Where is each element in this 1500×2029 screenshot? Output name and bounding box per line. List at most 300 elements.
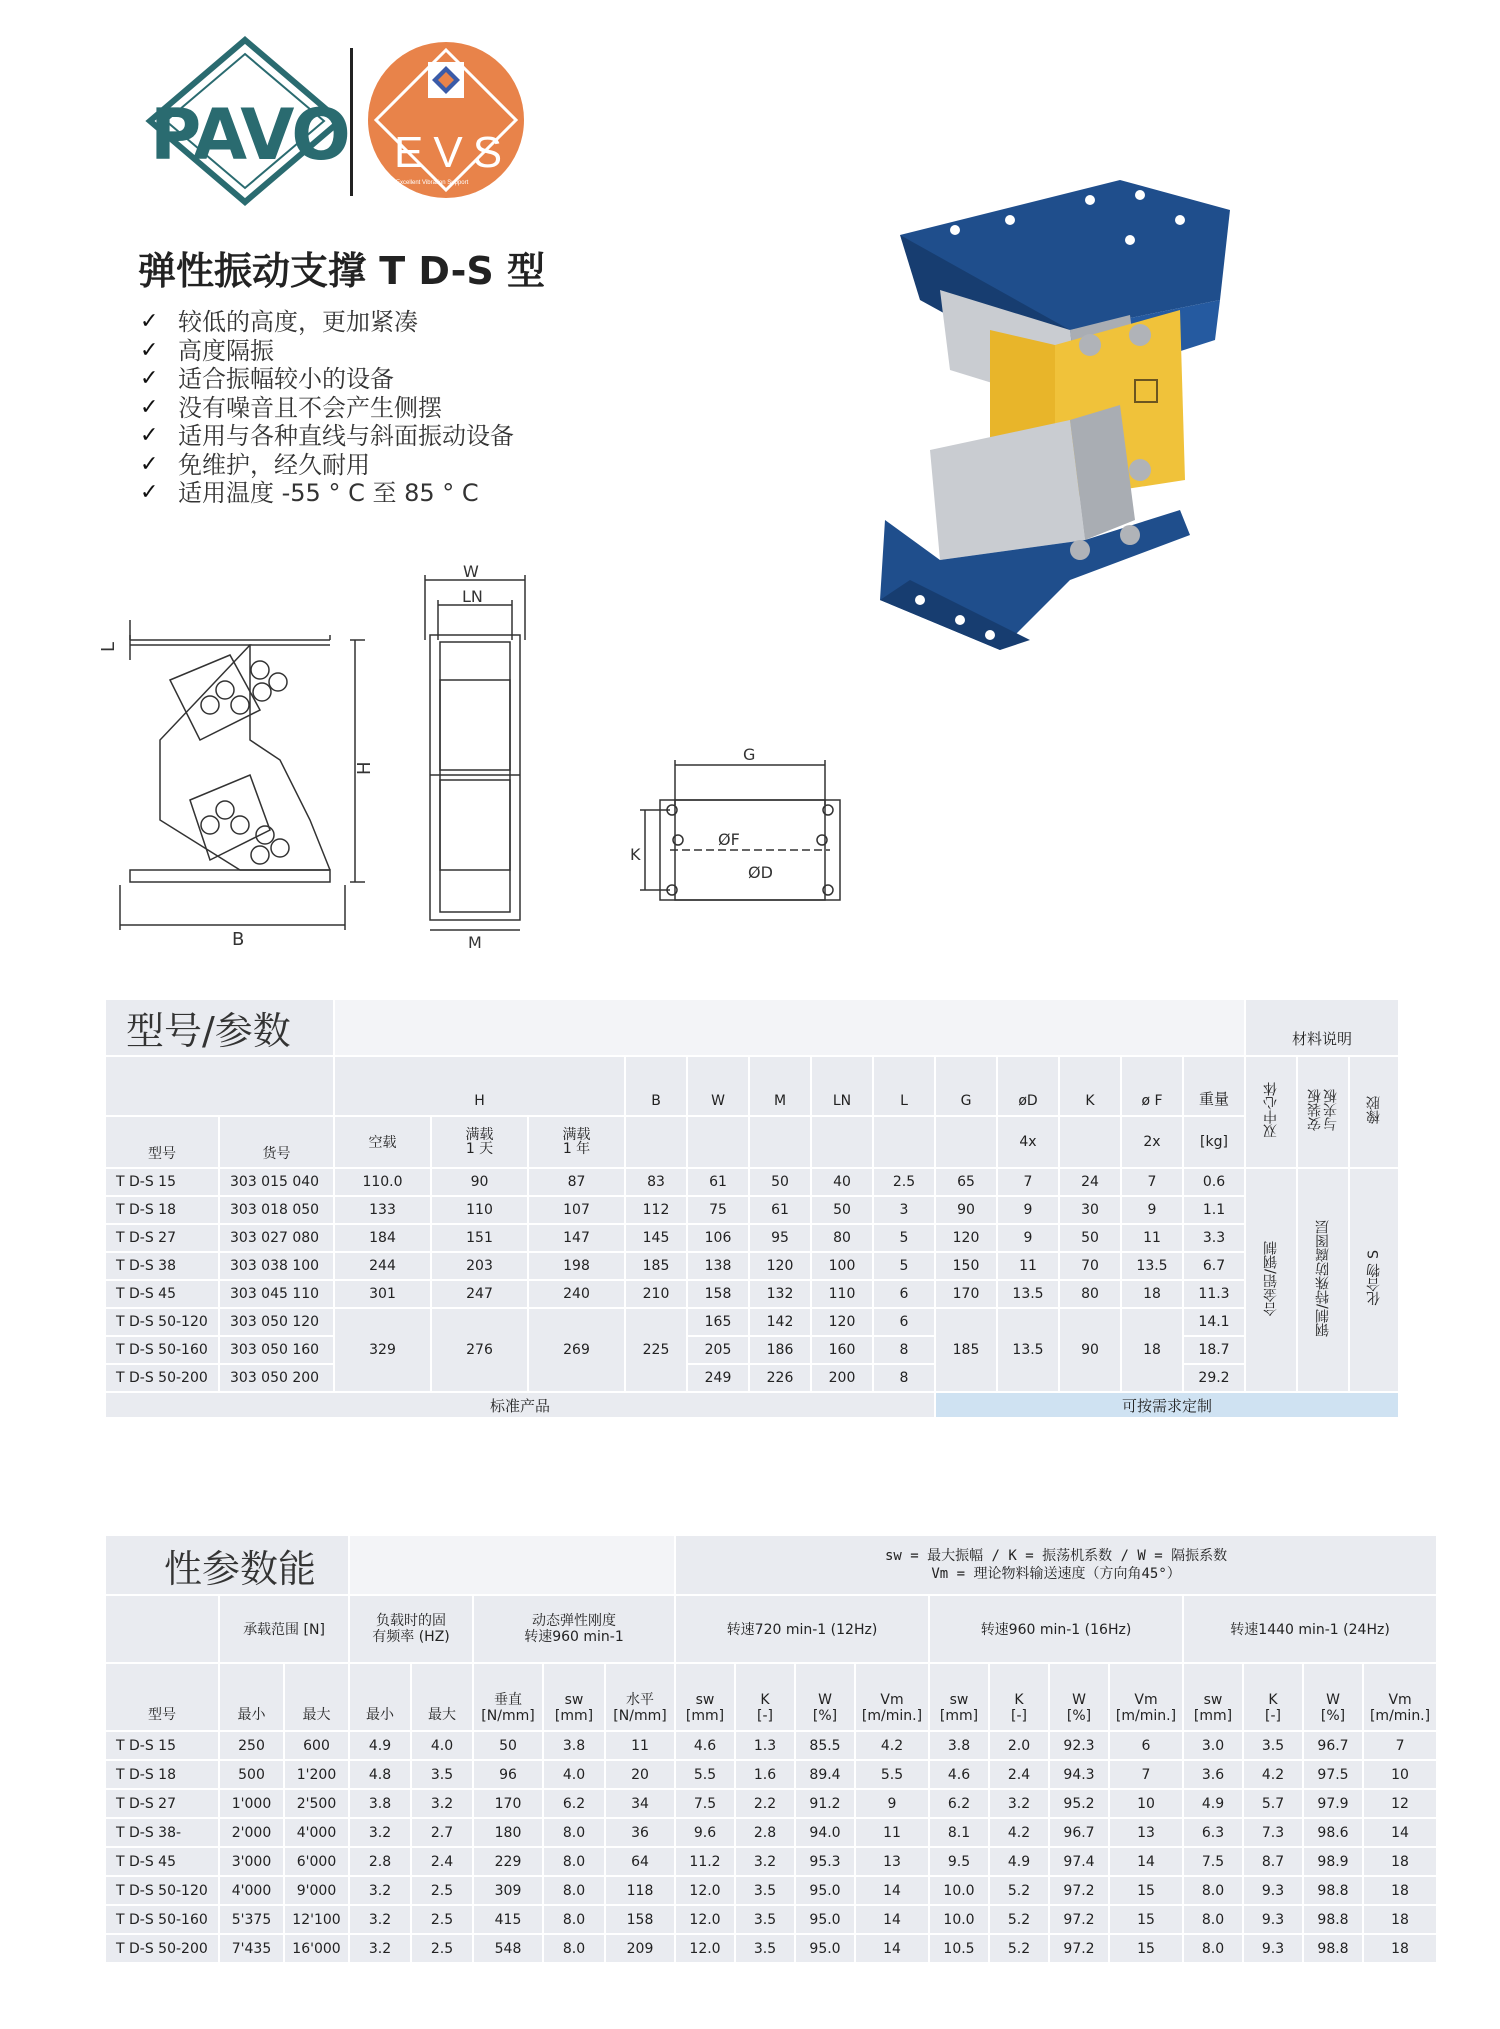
- spec-table-body: [106, 1169, 1398, 1391]
- table-cell: 40: [812, 1169, 872, 1195]
- table-cell: 4.0: [412, 1732, 472, 1759]
- table-cell: 6: [874, 1309, 934, 1335]
- dim-label-K: K: [630, 845, 641, 864]
- table-cell: 301: [335, 1281, 430, 1307]
- table-cell: T D-S 50-200: [106, 1365, 218, 1391]
- table-cell: 9.6: [676, 1819, 734, 1846]
- table-cell: T D-S 27: [106, 1790, 218, 1817]
- table-cell: 276: [432, 1309, 527, 1391]
- table-cell: 165: [688, 1309, 748, 1335]
- table-cell: 90: [432, 1169, 527, 1195]
- table-cell: 11: [606, 1732, 674, 1759]
- table-row: [106, 1732, 1436, 1759]
- table-cell: 95.0: [796, 1877, 854, 1904]
- table-cell: 3.2: [350, 1935, 410, 1962]
- table-cell: 95.0: [796, 1935, 854, 1962]
- table-cell: 250: [220, 1732, 283, 1759]
- table-cell: 4.0: [544, 1761, 604, 1788]
- table-cell: 2.5: [412, 1906, 472, 1933]
- footer-custom: 可按需求定制: [936, 1393, 1398, 1417]
- table-cell: 2.4: [412, 1848, 472, 1875]
- dim-label-LN: LN: [462, 587, 483, 606]
- table-cell: 13.5: [1122, 1253, 1182, 1279]
- table-cell: 8.0: [544, 1848, 604, 1875]
- table-cell: 10: [1364, 1761, 1436, 1788]
- table-cell: 1.6: [736, 1761, 794, 1788]
- table-cell: 29.2: [1184, 1365, 1244, 1391]
- table-cell: 91.2: [796, 1790, 854, 1817]
- table-cell: 7.5: [1184, 1848, 1242, 1875]
- table-cell: 2.7: [412, 1819, 472, 1846]
- table-cell: 9'000: [285, 1877, 348, 1904]
- table-cell: 3.2: [350, 1906, 410, 1933]
- table-cell: 7'435: [220, 1935, 283, 1962]
- performance-table: 性参数能 sw = 最大振幅 / K = 振荡机系数 / W = 隔振系数 Vm = 理论物料输送速度（方向角45°） 承载范围 [N] 负载时的固 有频率 (HZ) 动态弹性刚度 转速960 min-1 转速720 min-1 (12Hz) 转速960 min-1 (16Hz) 转速1440 min-1 (24Hz) 型号 最小 最大 最小 最大 垂直 [N/mm] sw [mm] 水平 [N/mm] sw [mm] K [-] W [%] Vm [m/min.] sw [mm] K [-] W [%] Vm [m/min.] sw [mm] K [-] W [%] Vm [m/min.] T D-S 15 250 600 4.9 4.0 50 3.8 11 4.6 1.3 85.5 4.2 3.8 2.0 92.3 6 3.0 3.5 96.7 7 T D-S 18 500 1'200 4.8 3.5 96 4.0 20 5.5 1.6 89.4 5.5 4.6 2.4 94.3 7 3.6 4.2 97.5 10 T D-S 27 1'000 2'500 3.8 3.2 170 6.2 34 7.5 2.2 91.2 9 6.2 3.2 95.2 10 4.9 5.7 97.9 12 T D-S 38- 2'000 4'000 3.2 2.7 180 8.0 36 9.6 2.8 94.0 11 8.1 4.2 96.7 13 6.3 7.3 98.6 14 T D-S 45 3'000 6'000 2.8 2.4 229 8.0 64 11.2 3.2 95.3 13 9.5 4.9 97.4 14 7.5 8.7 98.9 18 T D-S 50-120 4'000 9'000 3.2 2.5 309 8.0 118 12.0 3.5 95.0 14 10.0 5.2 97.2 15 8.0 9.3 98.8 18 T D-S 50-160 5'375 12'100 3.2 2.5 415 8.0 158 12.0 3.5 95.0 14 10.0 5.2 97.2 15 8.0 9.3 98.8 18 T D-S 50-200 7'435 16'000 3.2 2.5 548 8.0 209 12.0 3.5 95.0 14 10.5 5.2 97.2 15 8.0 9.3 98.8 18: [104, 1534, 1400, 1964]
- perf-notes: sw = 最大振幅 / K = 振荡机系数 / W = 隔振系数 Vm = 理论物料输送速度（方向角45°）: [676, 1536, 1436, 1594]
- table-row: [106, 1253, 1398, 1279]
- table-cell: 186: [750, 1337, 810, 1363]
- table-cell: 98.9: [1304, 1848, 1362, 1875]
- table-cell: 18: [1364, 1935, 1436, 1962]
- table-cell: 8.0: [544, 1877, 604, 1904]
- perf-subheader: K [-]: [990, 1664, 1048, 1730]
- table-cell: 7: [1122, 1169, 1182, 1195]
- perf-subheader: W [%]: [1304, 1664, 1362, 1730]
- table-cell: 0.6: [1184, 1169, 1244, 1195]
- table-cell: 200: [812, 1365, 872, 1391]
- table-cell: 244: [335, 1253, 430, 1279]
- table-cell: 142: [750, 1309, 810, 1335]
- table-cell: T D-S 38: [106, 1253, 218, 1279]
- logo-divider: [350, 48, 353, 196]
- evs-subtitle: Excellent Vibration Support: [396, 180, 469, 186]
- table-cell: 9: [1122, 1197, 1182, 1223]
- table-cell: 65: [936, 1169, 996, 1195]
- feature-list: [140, 308, 514, 508]
- table-cell: 150: [936, 1253, 996, 1279]
- table-row: [106, 1761, 1436, 1788]
- table-cell: 5'375: [220, 1906, 283, 1933]
- table-row: [106, 1337, 1398, 1363]
- table-row: [106, 1877, 1436, 1904]
- table-cell: 2.4: [990, 1761, 1048, 1788]
- table-cell: 1'000: [220, 1790, 283, 1817]
- table-cell: T D-S 45: [106, 1281, 218, 1307]
- table-cell: 85.5: [796, 1732, 854, 1759]
- table-cell: 20: [606, 1761, 674, 1788]
- table-cell: 158: [606, 1906, 674, 1933]
- check-icon: ✓: [140, 480, 159, 505]
- table-row: [106, 1935, 1436, 1962]
- table-cell: 97.2: [1050, 1935, 1108, 1962]
- check-icon: ✓: [140, 337, 159, 363]
- table-cell: 3.0: [1184, 1732, 1242, 1759]
- table-cell: 18.7: [1184, 1337, 1244, 1363]
- table-cell: 3.2: [990, 1790, 1048, 1817]
- table-cell: 13.5: [998, 1309, 1058, 1391]
- table-cell: 97.4: [1050, 1848, 1108, 1875]
- table-cell: 61: [750, 1197, 810, 1223]
- table-cell: 96.7: [1304, 1732, 1362, 1759]
- table-cell: 269: [529, 1309, 624, 1391]
- table-cell: 7.5: [676, 1790, 734, 1817]
- table-cell: 89.4: [796, 1761, 854, 1788]
- table-cell: 97.9: [1304, 1790, 1362, 1817]
- table-cell: 14: [856, 1877, 928, 1904]
- table-cell: 180: [474, 1819, 542, 1846]
- table-cell: 249: [688, 1365, 748, 1391]
- table-cell: 3'000: [220, 1848, 283, 1875]
- table-cell: 4.2: [856, 1732, 928, 1759]
- table-cell: 100: [812, 1253, 872, 1279]
- table-cell: 2.2: [736, 1790, 794, 1817]
- table-cell: 9.3: [1244, 1935, 1302, 1962]
- table-cell: 11: [998, 1253, 1058, 1279]
- logo-area: [140, 36, 540, 206]
- table-cell: 3.3: [1184, 1225, 1244, 1251]
- table-cell: 1'200: [285, 1761, 348, 1788]
- table-cell: 8.0: [544, 1906, 604, 1933]
- table-cell: 11.2: [676, 1848, 734, 1875]
- dim-label-L: L: [98, 641, 119, 652]
- perf-subheader: sw [mm]: [676, 1664, 734, 1730]
- table-cell: 110.0: [335, 1169, 430, 1195]
- table-cell: 303 050 120: [220, 1309, 333, 1335]
- table-cell: 158: [688, 1281, 748, 1307]
- table-cell: 13: [1110, 1819, 1182, 1846]
- table-cell: 2'500: [285, 1790, 348, 1817]
- table-cell: 4'000: [285, 1819, 348, 1846]
- table-cell: 8.0: [1184, 1906, 1242, 1933]
- material-value: 化合物 S: [1350, 1169, 1398, 1391]
- table-cell: T D-S 50-160: [106, 1906, 218, 1933]
- table-cell: 15: [1110, 1935, 1182, 1962]
- perf-subheader: sw [mm]: [930, 1664, 988, 1730]
- table-cell: 4.9: [990, 1848, 1048, 1875]
- table-cell: 83: [626, 1169, 686, 1195]
- table-cell: 5.2: [990, 1877, 1048, 1904]
- table-cell: 12.0: [676, 1877, 734, 1904]
- table-cell: 110: [812, 1281, 872, 1307]
- table-cell: 203: [432, 1253, 527, 1279]
- table-cell: 4.6: [930, 1761, 988, 1788]
- table-cell: 120: [812, 1309, 872, 1335]
- table-cell: 3.5: [412, 1761, 472, 1788]
- table-cell: 50: [474, 1732, 542, 1759]
- table-cell: 2.8: [736, 1819, 794, 1846]
- table-cell: 110: [432, 1197, 527, 1223]
- table-cell: 209: [606, 1935, 674, 1962]
- table-cell: 107: [529, 1197, 624, 1223]
- table-cell: 12.0: [676, 1906, 734, 1933]
- material-header: 材料说明: [1246, 1000, 1398, 1055]
- table-cell: 1.1: [1184, 1197, 1244, 1223]
- feature-item: ✓ 适用温度 -55 ° C 至 85 ° C: [140, 479, 479, 507]
- table-cell: 61: [688, 1169, 748, 1195]
- table-row: [106, 1790, 1436, 1817]
- table-cell: 8.0: [544, 1935, 604, 1962]
- dim-label-M: M: [468, 933, 482, 952]
- material-value: 合金铝/钢制: [1246, 1169, 1296, 1391]
- table-cell: 50: [812, 1197, 872, 1223]
- table-cell: 15: [1110, 1906, 1182, 1933]
- table-cell: 75: [688, 1197, 748, 1223]
- table-cell: 3.5: [1244, 1732, 1302, 1759]
- table-cell: 3.2: [350, 1877, 410, 1904]
- table-cell: 303 015 040: [220, 1169, 333, 1195]
- table-cell: 548: [474, 1935, 542, 1962]
- table-row: [106, 1197, 1398, 1223]
- perf-title: 性参数能: [106, 1536, 348, 1594]
- table-cell: 95: [750, 1225, 810, 1251]
- table-cell: 12.0: [676, 1935, 734, 1962]
- table-cell: 70: [1060, 1253, 1120, 1279]
- table-cell: 5.2: [990, 1906, 1048, 1933]
- table-cell: 1.3: [736, 1732, 794, 1759]
- table-cell: 303 038 100: [220, 1253, 333, 1279]
- table-cell: 2.5: [412, 1935, 472, 1962]
- table-cell: T D-S 38-: [106, 1819, 218, 1846]
- table-cell: 95.2: [1050, 1790, 1108, 1817]
- table-cell: 8.7: [1244, 1848, 1302, 1875]
- table-cell: 80: [812, 1225, 872, 1251]
- feature-item: ✓ 适用与各种直线与斜面振动设备: [140, 422, 514, 450]
- table-cell: 151: [432, 1225, 527, 1251]
- table-row: [106, 1169, 1398, 1195]
- dim-label-F: ØF: [718, 830, 740, 849]
- table-cell: 10.0: [930, 1906, 988, 1933]
- table-cell: 4'000: [220, 1877, 283, 1904]
- table-cell: 34: [606, 1790, 674, 1817]
- table-cell: 4.9: [350, 1732, 410, 1759]
- table-cell: 10.5: [930, 1935, 988, 1962]
- table-cell: 95.3: [796, 1848, 854, 1875]
- perf-table-body: [106, 1732, 1436, 1962]
- table-cell: 6'000: [285, 1848, 348, 1875]
- table-cell: 14.1: [1184, 1309, 1244, 1335]
- table-cell: 8.0: [1184, 1877, 1242, 1904]
- material-value: 钢制/特殊防腐图层: [1298, 1169, 1348, 1391]
- table-cell: 10.0: [930, 1877, 988, 1904]
- table-cell: 5.5: [856, 1761, 928, 1788]
- table-cell: 600: [285, 1732, 348, 1759]
- table-cell: T D-S 50-120: [106, 1309, 218, 1335]
- table-cell: 3.2: [736, 1848, 794, 1875]
- table-cell: 24: [1060, 1169, 1120, 1195]
- table-cell: 9: [856, 1790, 928, 1817]
- table-cell: 500: [220, 1761, 283, 1788]
- table-cell: 95.0: [796, 1906, 854, 1933]
- perf-subheader: sw [mm]: [1184, 1664, 1242, 1730]
- table-cell: 9.3: [1244, 1877, 1302, 1904]
- table-cell: 2.0: [990, 1732, 1048, 1759]
- table-cell: 98.8: [1304, 1935, 1362, 1962]
- table-cell: 14: [1110, 1848, 1182, 1875]
- feature-item: ✓ 适合振幅较小的设备: [140, 365, 394, 393]
- table-cell: 415: [474, 1906, 542, 1933]
- table-cell: 329: [335, 1309, 430, 1391]
- table-cell: 120: [936, 1225, 996, 1251]
- table-cell: 6.2: [544, 1790, 604, 1817]
- feature-item: ✓ 高度隔振: [140, 336, 274, 365]
- table-cell: 5: [874, 1253, 934, 1279]
- table-cell: 30: [1060, 1197, 1120, 1223]
- page-title: 弹性振动支撑 T D-S 型: [138, 249, 545, 293]
- check-icon: ✓: [140, 394, 159, 420]
- table-cell: 6: [874, 1281, 934, 1307]
- table-cell: 138: [688, 1253, 748, 1279]
- table-cell: 5.2: [990, 1935, 1048, 1962]
- pavo-wordmark: PAVO: [150, 94, 349, 176]
- table-cell: 97.2: [1050, 1877, 1108, 1904]
- spec-title: 型号/参数: [106, 1000, 333, 1055]
- table-cell: 225: [626, 1309, 686, 1391]
- table-cell: 120: [750, 1253, 810, 1279]
- table-cell: 303 050 200: [220, 1365, 333, 1391]
- dim-label-B: B: [232, 929, 245, 950]
- table-cell: 4.9: [1184, 1790, 1242, 1817]
- table-cell: T D-S 18: [106, 1761, 218, 1788]
- table-cell: T D-S 15: [106, 1732, 218, 1759]
- table-cell: 50: [750, 1169, 810, 1195]
- table-cell: 160: [812, 1337, 872, 1363]
- table-cell: 112: [626, 1197, 686, 1223]
- table-cell: 18: [1364, 1848, 1436, 1875]
- check-icon: ✓: [140, 366, 159, 391]
- footer-standard: 标准产品: [106, 1393, 934, 1417]
- table-cell: 16'000: [285, 1935, 348, 1962]
- table-cell: 5.5: [676, 1761, 734, 1788]
- table-row: [106, 1906, 1436, 1933]
- table-cell: 18: [1364, 1906, 1436, 1933]
- table-cell: 240: [529, 1281, 624, 1307]
- table-cell: 14: [856, 1935, 928, 1962]
- table-cell: 303 045 110: [220, 1281, 333, 1307]
- table-cell: 4.8: [350, 1761, 410, 1788]
- table-cell: 170: [936, 1281, 996, 1307]
- perf-subheader: Vm [m/min.]: [856, 1664, 928, 1730]
- table-row: [106, 1281, 1398, 1307]
- table-cell: 15: [1110, 1877, 1182, 1904]
- table-cell: 11: [1122, 1225, 1182, 1251]
- table-cell: 2'000: [220, 1819, 283, 1846]
- table-cell: 97.2: [1050, 1906, 1108, 1933]
- table-cell: 185: [936, 1309, 996, 1391]
- table-cell: 14: [856, 1906, 928, 1933]
- table-cell: 9: [998, 1197, 1058, 1223]
- table-cell: 96.7: [1050, 1819, 1108, 1846]
- table-cell: 18: [1364, 1877, 1436, 1904]
- table-cell: 8: [874, 1337, 934, 1363]
- table-cell: 6.3: [1184, 1819, 1242, 1846]
- table-cell: 50: [1060, 1225, 1120, 1251]
- table-cell: 205: [688, 1337, 748, 1363]
- table-cell: 3.5: [736, 1935, 794, 1962]
- table-cell: 12'100: [285, 1906, 348, 1933]
- table-cell: 90: [936, 1197, 996, 1223]
- table-cell: 87: [529, 1169, 624, 1195]
- table-cell: 2.5: [874, 1169, 934, 1195]
- table-cell: 3.5: [736, 1877, 794, 1904]
- table-cell: 8.0: [1184, 1935, 1242, 1962]
- table-cell: 8.1: [930, 1819, 988, 1846]
- product-photo: [880, 180, 1240, 650]
- table-cell: 13.5: [998, 1281, 1058, 1307]
- table-row: [106, 1365, 1398, 1391]
- table-cell: 97.5: [1304, 1761, 1362, 1788]
- table-cell: 3.2: [350, 1819, 410, 1846]
- table-cell: 309: [474, 1877, 542, 1904]
- spec-table: 型号/参数 材料说明 H B W M LN L G øD K ø F 重量 双中心体 安装板 与夹板 橡胶 型号 货号 空载 满载 1 天 满载 1 年 4x 2x [kg] T D-S 15 303 015 040 110.0 90 87 83 61 50 40 2.5 65 7 24 7 0.6 合金铝/钢制 钢制/特殊防腐图层 化合物 S T D-S 18 303 018 050 133 110 107 112 75 61 50 3 90 9 30 9 1.1 T D-S 27 303 027 080 184 151 147 145 106 95 80 5 120 9 50 11 3.3 T D-S 38 303 038 100 244 203 198 185 138 120 100 5 150 11 70 13.5 6.7 T D-S 45 303 045 110 301 247 240 210 158 132 110 6 170 13.5 80 18 11.3 T D-S 50-120 303 050 120 329 276 269 225 165 142 120 6 185 13.5 90 18 14.1 T D-S 50-160 303 050 160 205 186 160 8 18.7 T D-S 50-200 303 050 200 249 226 200 8 29.2 标准产品 可按需求定制: [104, 998, 1400, 1419]
- table-cell: 90: [1060, 1309, 1120, 1391]
- table-cell: T D-S 27: [106, 1225, 218, 1251]
- table-cell: 9: [998, 1225, 1058, 1251]
- dim-label-W: W: [463, 562, 479, 581]
- table-row: [106, 1225, 1398, 1251]
- perf-subheader: W [%]: [796, 1664, 854, 1730]
- table-cell: 6.2: [930, 1790, 988, 1817]
- table-cell: 5: [874, 1225, 934, 1251]
- table-cell: 3.2: [412, 1790, 472, 1817]
- table-cell: T D-S 15: [106, 1169, 218, 1195]
- technical-drawing: [98, 560, 880, 952]
- dim-label-H: H: [354, 761, 375, 775]
- table-cell: 170: [474, 1790, 542, 1817]
- table-cell: 3.8: [350, 1790, 410, 1817]
- evs-wordmark: EVS: [394, 128, 513, 177]
- dim-label-G: G: [743, 745, 756, 764]
- table-cell: 145: [626, 1225, 686, 1251]
- table-cell: 3: [874, 1197, 934, 1223]
- table-cell: 303 018 050: [220, 1197, 333, 1223]
- table-cell: T D-S 50-160: [106, 1337, 218, 1363]
- feature-item: ✓ 较低的高度，更加紧凑: [140, 308, 418, 336]
- side-view-drawing: [120, 620, 365, 930]
- table-cell: 4.2: [1244, 1761, 1302, 1788]
- table-cell: 14: [1364, 1819, 1436, 1846]
- table-cell: 185: [626, 1253, 686, 1279]
- perf-subheader: Vm [m/min.]: [1110, 1664, 1182, 1730]
- table-cell: T D-S 50-200: [106, 1935, 218, 1962]
- table-cell: 8: [874, 1365, 934, 1391]
- front-view-drawing: [425, 575, 525, 930]
- table-cell: 118: [606, 1877, 674, 1904]
- table-cell: 132: [750, 1281, 810, 1307]
- table-cell: 303 027 080: [220, 1225, 333, 1251]
- perf-subheader: K [-]: [1244, 1664, 1302, 1730]
- table-cell: T D-S 50-120: [106, 1877, 218, 1904]
- table-row: [106, 1309, 1398, 1335]
- table-cell: 7: [998, 1169, 1058, 1195]
- table-cell: T D-S 18: [106, 1197, 218, 1223]
- table-cell: 98.8: [1304, 1877, 1362, 1904]
- table-cell: 11: [856, 1819, 928, 1846]
- table-cell: 10: [1110, 1790, 1182, 1817]
- table-cell: 7: [1364, 1732, 1436, 1759]
- feature-item: ✓ 免维护，经久耐用: [140, 450, 370, 479]
- table-cell: 80: [1060, 1281, 1120, 1307]
- table-row: [106, 1819, 1436, 1846]
- table-cell: 13: [856, 1848, 928, 1875]
- check-icon: ✓: [140, 423, 159, 448]
- table-row: [106, 1848, 1436, 1875]
- table-cell: 247: [432, 1281, 527, 1307]
- feature-item: ✓ 没有噪音且不会产生侧摆: [140, 393, 442, 422]
- table-cell: 94.3: [1050, 1761, 1108, 1788]
- table-cell: 4.6: [676, 1732, 734, 1759]
- table-cell: 3.5: [736, 1906, 794, 1933]
- table-cell: 6: [1110, 1732, 1182, 1759]
